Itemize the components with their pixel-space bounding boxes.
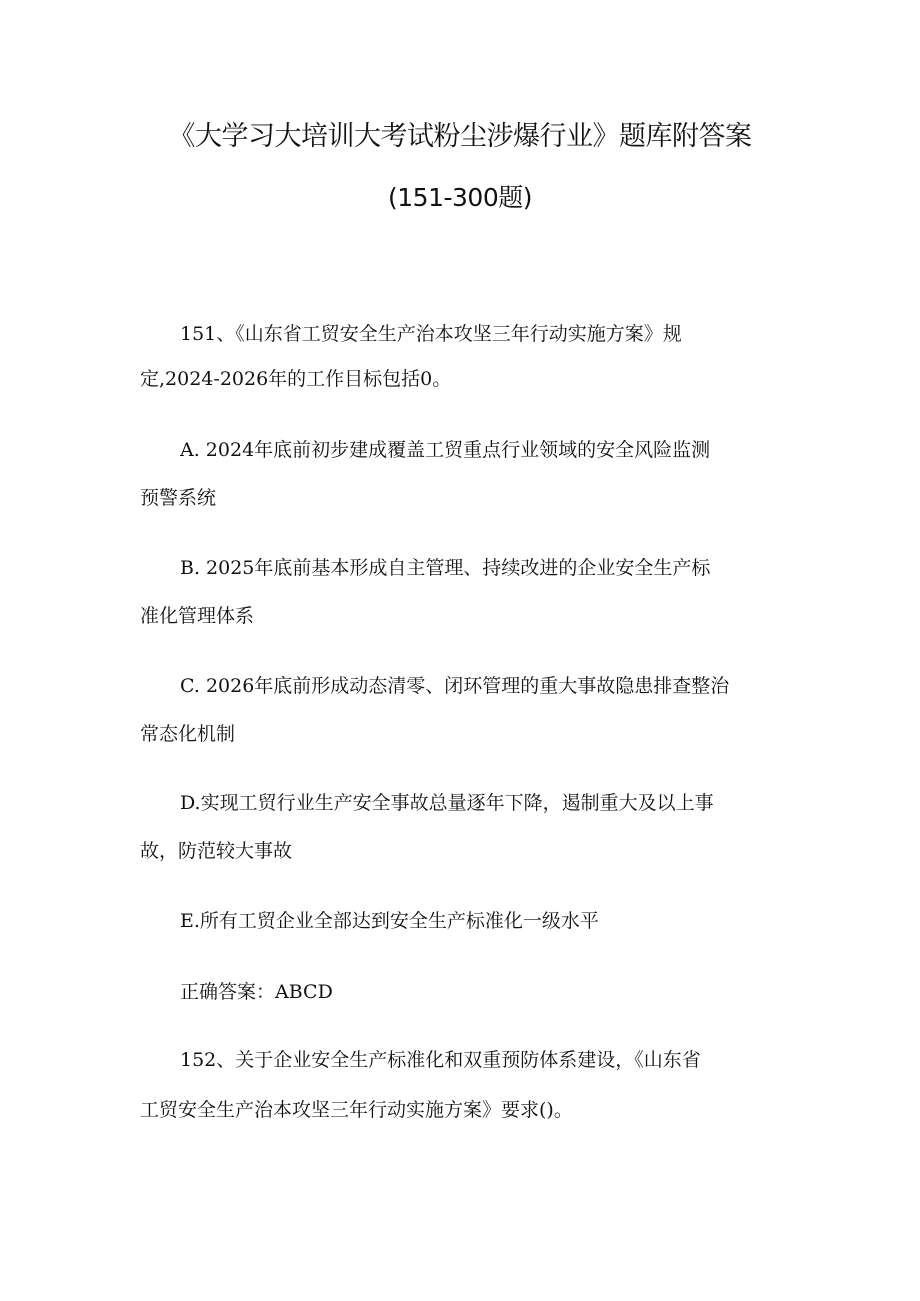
option-line: C. 2026年底前形成动态清零、闭环管理的重大事故隐患排查整治 bbox=[180, 675, 730, 697]
option-line: B. 2025年底前基本形成自主管理、持续改进的企业安全生产标 bbox=[180, 557, 711, 579]
option-line: A. 2024年底前初步建成覆盖工贸重点行业领域的安全风险监测 bbox=[180, 439, 711, 461]
question-stem-line: 151、《山东省工贸安全生产治本攻坚三年行动实施方案》规 bbox=[180, 323, 682, 345]
option-line: 准化管理体系 bbox=[140, 605, 255, 627]
document-subtitle: (151-300题) bbox=[388, 183, 532, 212]
answer-line: 正确答案：ABCD bbox=[180, 981, 333, 1003]
question-stem-line: 工贸安全生产治本攻坚三年行动实施方案》要求()。 bbox=[140, 1099, 573, 1121]
option-line: 故，防范较大事故 bbox=[140, 840, 293, 862]
question-stem-line: 定,2024-2026年的工作目标包括0。 bbox=[140, 368, 452, 390]
option-line: 常态化机制 bbox=[140, 723, 236, 745]
document-title: 《大学习大培训大考试粉尘涉爆行业》题库附答案 bbox=[168, 121, 752, 152]
option-line: E.所有工贸企业全部达到安全生产标准化一级水平 bbox=[180, 910, 599, 932]
question-stem-line: 152、关于企业安全生产标准化和双重预防体系建设，《山东省 bbox=[180, 1049, 701, 1071]
option-line: 预警系统 bbox=[140, 487, 217, 509]
option-line: D.实现工贸行业生产安全事故总量逐年下降，遏制重大及以上事 bbox=[180, 792, 714, 814]
